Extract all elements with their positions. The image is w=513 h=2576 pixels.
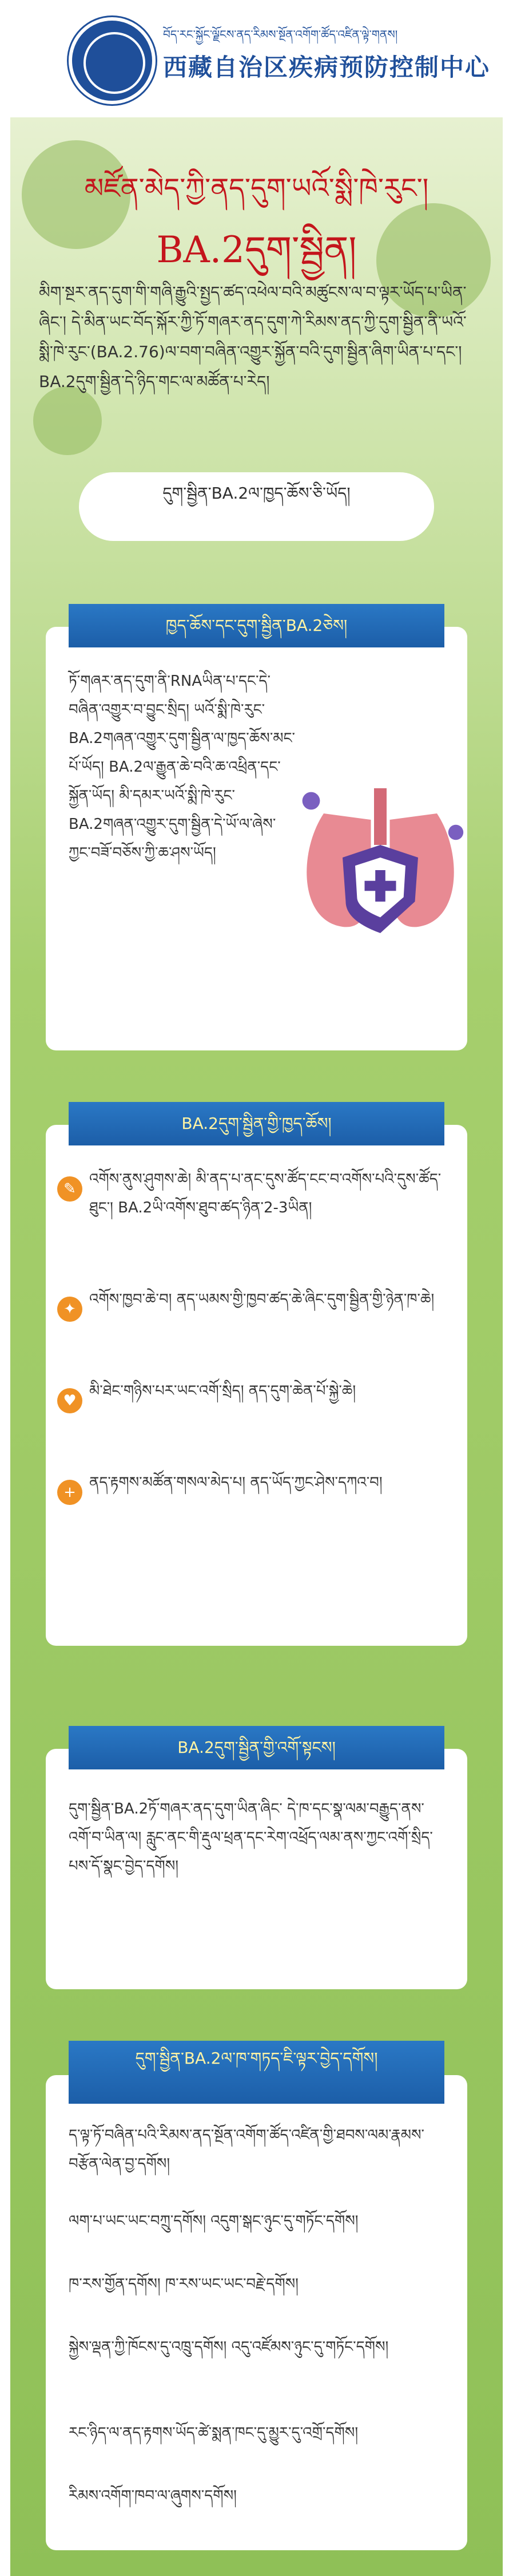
question-pill: དུག་སྦྱིན་BA.2ལ་ཁྱད་ཆོས་ཅི་ཡོད། xyxy=(79,472,434,541)
org-tibetan-name: བོད་རང་སྐྱོང་ལྗོངས་ནད་རིམས་སྔོན་འགོག་ཚོད་འཛིན་ལྟེ་གནས། xyxy=(163,27,398,41)
cdc-logo xyxy=(69,17,156,104)
org-chinese-name: 西藏自治区疾病预防控制中心 xyxy=(163,53,491,81)
page-title-ba2: BA.2དུག་སྦྱིན། xyxy=(156,229,357,271)
content-panel xyxy=(10,117,503,2576)
section-banner: དུག་སྦྱིན་BA.2ལ་ཁ་གཏད་ཇི་ལྟར་བྱེད་དགོས། xyxy=(69,2041,444,2104)
feature-item: འགོས་ཁྱབ་ཆེ་བ། ནད་ཡམས་གྱི་ཁྱབ་ཚད་ཆེ་ཞིང་དུག་སྦྱིན་གྱི་ཉེན་ཁ་ཆེ། xyxy=(89,1291,435,1308)
feature-icon: ✦ xyxy=(57,1297,82,1322)
feature-item: ནད་རྟགས་མཚོན་གསལ་མེད་པ། ནད་ཡོད་ཀྱང་ཤེས་དཀའ་བ། xyxy=(89,1474,383,1491)
feature-item: མི་ཐེང་གཉིས་པར་ཡང་འགོ་སྲིད། ནད་དུག་ཆེན་པོ་སྐྱེ་ཆེ། xyxy=(89,1382,356,1400)
feature-icon: ♥ xyxy=(57,1388,82,1413)
virus-illustration xyxy=(33,386,102,455)
prevention-item: ཁ་རས་གྱོན་དགོས། ཁ་རས་ཡང་ཡང་བརྗེ་དགོས། xyxy=(69,2275,299,2293)
feature-icon: + xyxy=(57,1480,82,1505)
prevention-item: ལག་པ་ཡང་ཡང་བཀྲུ་དགོས། འདུག་སྒང་ཉུང་དུ་གཏོང་དགོས། xyxy=(69,2212,359,2230)
prevention-item: རིམས་འགོག་ཁབ་ལ་ཞུགས་དགོས། xyxy=(69,2487,237,2504)
section-card xyxy=(46,1738,467,1989)
prevention-item: རང་ཉིད་ལ་ནད་རྟགས་ཡོད་ཚེ་སྨན་ཁང་དུ་མྱུར་དུ་འགྲོ་དགོས། xyxy=(69,2424,359,2441)
intro-paragraph: མིག་སྔར་ནད་དུག་གི་གཞི་རྒྱུའི་སྤྱད་ཚད་འཕེལ་བའི་མཚུངས་ལ་བ་ལྟར་ཡོད་པ་ཡིན་ཞིང་། དེ་མིན་ཡང་བོད་སྐོར་ཀྱི་ཏོ་གཞར་ནད་དུག་ཀེ་རིམས་ནད་ཀྱི་དུག་སྦྱིན་ནི་ཡའོ་སྨི་ཁེ་རུང་(BA.2.76)ལ་བག་བཞིན་འགྱུར་སྐྱོན་བའི་དུག་སྦྱིན་ཞིག་ཡིན་པ་དང་། BA.2དུག་སྦྱིན་དེ་ཉིད་གང་ལ་མཚོན་པ་རེད། xyxy=(39,283,467,391)
feature-item: འགོས་ནུས་ཤུགས་ཆེ། མི་ནད་པ་ནང་དུས་ཚོད་ངང་བ་འགོས་པའི་དུས་ཚོད་ཐུང་། BA.2ཡི་འགོས་ཐུབ་ཚད་ཉིན་2-3ཡིན། xyxy=(89,1171,442,1216)
section-card xyxy=(46,616,467,1050)
section-banner: ཁྱད་ཆོས་དང་དུག་སྦྱིན་BA.2ཅེས། xyxy=(69,604,444,647)
lung-shield-illustration xyxy=(286,776,475,965)
prevention-item: སྐྱེས་ལྡན་ཀྱི་ཁོངས་དུ་འཁྲུ་དགོས། འདུ་འཛོམས་ཉུང་དུ་གཏོང་དགོས། xyxy=(69,2338,389,2356)
header xyxy=(0,0,513,114)
prevention-item: ད་ལྟ་ཏོ་བཞིན་པའི་རིམས་ནད་སྔོན་འགོག་ཚོད་འཛིན་གྱི་ཐབས་ལམ་རྣམས་བརྩོན་ལེན་བྱ་དགོས། xyxy=(69,2127,424,2172)
section-text: དུག་སྦྱིན་BA.2ཏོ་གཞར་ནད་དུག་ཡིན་ཞིང་ དེ་ཁ་དང་སྣ་ལམ་བརྒྱུད་ནས་འགོ་བ་ཡིན་ལ། རླུང་ནང་གི་རྡུལ་ཕྲན་དང་རེག་འཕྲོད་ལམ་ནས་ཀྱང་འགོ་སྲིད་པས་དོ་སྣང་བྱེད་དགོས། xyxy=(69,1800,433,1875)
section-banner: BA.2དུག་སྦྱིན་གྱི་ཁྱད་ཆོས། xyxy=(69,1102,444,1145)
section-card xyxy=(46,2049,467,2550)
feature-icon: ✎ xyxy=(57,1176,82,1202)
section-banner: BA.2དུག་སྦྱིན་གྱི་འགོ་སྟངས། xyxy=(69,1726,444,1769)
page-title-tibetan: མཛོན་མེད་ཀྱི་ནད་དུག་ཡའོ་སྨི་ཁེ་རུང་། xyxy=(84,172,429,204)
section-text: ཏོ་གཞར་ནད་དུག་ནི་RNAཡིན་པ་དང་དེ་བཞིན་འགྱུར་བ་བྱུང་སྲིད། ཡའོ་སྨི་ཁེ་རུང་BA.2གཞན་འགྱུར་དུག་སྦྱིན་ལ་ཁྱད་ཆོས་མང་པོ་ཡོད། BA.2ལ་རྒྱུན་ཆེ་བའི་ཆ་འཕྲིན་དང་སྐྱོན་ཡོད། མི་དམར་ཡའོ་སྨི་ཁེ་རུང་BA.2གཞན་འགྱུར་དུག་སྦྱིན་དེ་ཡོ་ལ་ཞེས་ཀྱང་བཟོ་བཅོས་ཀྱི་ཆ་ཤས་ཡོད། xyxy=(69,673,295,862)
section-card xyxy=(46,1114,467,1646)
